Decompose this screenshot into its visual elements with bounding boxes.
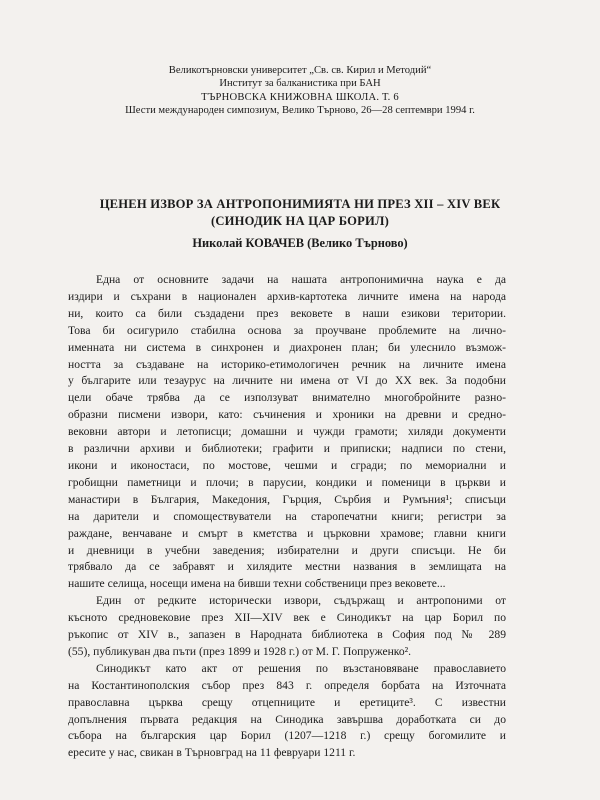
paragraph <box>68 661 506 762</box>
text-line: и дневници в учебни заведения; избирателни и други списъци. Не би <box>68 543 506 557</box>
text-line: цели обаче трябва да се използуват внимателно многобройните разно- <box>68 391 506 405</box>
text-line: именната ни система в синхронен и диахронен план; би улеснило възмож- <box>68 340 506 354</box>
header-series: ТЪРНОВСКА КНИЖОВНА ШКОЛА. Т. 6 <box>201 91 399 103</box>
text-line: (55), публикуван два пъти (през 1899 и 1928 г.) от М. Г. Попруженко². <box>68 644 412 658</box>
publication-header <box>0 64 600 118</box>
text-line: късното средновековие през XII—XIV век е Синодикът на цар Борил по <box>68 611 506 625</box>
text-line: ни, които са били създадени през вековете в наши езикови територии. <box>68 306 506 320</box>
text-line: Една от основните задачи на нашата антропонимична наука е да <box>96 273 506 286</box>
title-line-1: ЦЕНЕН ИЗВОР ЗА АНТРОПОНИМИЯТА НИ ПРЕЗ XII – XIV ВЕК <box>99 197 501 211</box>
text-line: раждане, венчаване и смърт в кметства и църковни храмове; главни книги <box>68 526 506 540</box>
text-line: събора на българския цар Борил (1207—1218 г.) срещу богомилите и <box>68 729 506 743</box>
paragraph <box>68 272 506 593</box>
header-institute: Институт за балканистика при БАН <box>219 78 381 90</box>
text-line: ересите у нас, свикан в Търновград на 11 февруари 1211 г. <box>68 746 356 760</box>
header-symposium: Шести международен симпозиум, Велико Търново, 26—28 септември 1994 г. <box>125 105 475 117</box>
text-line: Това би осигурило стабилна основа за проучване проблемите на лично- <box>68 323 506 337</box>
text-line: допълнения първата редакция на Синодика завършва доработката си до <box>68 712 506 726</box>
text-line: икони и иконостаси, по мостове, чешми и сгради; по мемориални и <box>68 458 506 472</box>
text-line: у българите или тезаурус на личните ни имена от VI до XX век. За подобни <box>68 374 506 388</box>
article-author: Николай КОВАЧЕВ (Велико Търново) <box>192 236 408 250</box>
title-line-2: (СИНОДИК НА ЦАР БОРИЛ) <box>210 214 390 228</box>
text-line: трябвало да се забравят и хилядите местни названия в землищата на <box>68 560 506 574</box>
paragraph <box>68 593 506 661</box>
text-line: ността за създаване на историко-етимологичен речник на личните имена <box>68 357 506 371</box>
text-line: православна църква срещу отцепниците и еретиците³. С известни <box>68 695 506 709</box>
text-line: образни писмени извори, като: съчинения и хроники на древни и средно- <box>68 408 506 422</box>
text-line: издири и съхрани в национален архив-картотека личните имена на народа <box>68 289 506 303</box>
text-line: на дарители и спомоществуватели на старопечатни книги; регистри за <box>68 509 506 523</box>
article-body <box>68 272 506 762</box>
text-line: гробищни паметници и плочи; в парусии, кондики и поменици в църкви и <box>68 475 506 489</box>
text-line: нашите селища, носещи имена на бивши техни собственици през вековете... <box>68 577 446 591</box>
text-line: ръкопис от XIV в., запазен в Народната библиотека в София под № 289 <box>68 628 506 642</box>
text-line: на Костантинополския събор през 843 г. определя борбата на Източната <box>68 678 506 692</box>
text-line: в различни архиви и библиотеки; графити и приписки; надписи по стени, <box>68 442 506 456</box>
header-university: Великотърновски университет „Св. св. Кирил и Методий“ <box>168 65 432 76</box>
text-line: Синодикът като акт от решения по възстановяване православието <box>96 661 506 675</box>
article-title <box>0 196 600 230</box>
text-line: вековни автори и летописци; домашни и чужди грамоти; хиляди документи <box>68 425 506 439</box>
text-line: Един от редките исторически извори, съдържащ и антропоними от <box>96 594 506 608</box>
text-line: манастири в България, Македония, Гърция, Сърбия и Румъния¹; списъци <box>68 492 506 506</box>
